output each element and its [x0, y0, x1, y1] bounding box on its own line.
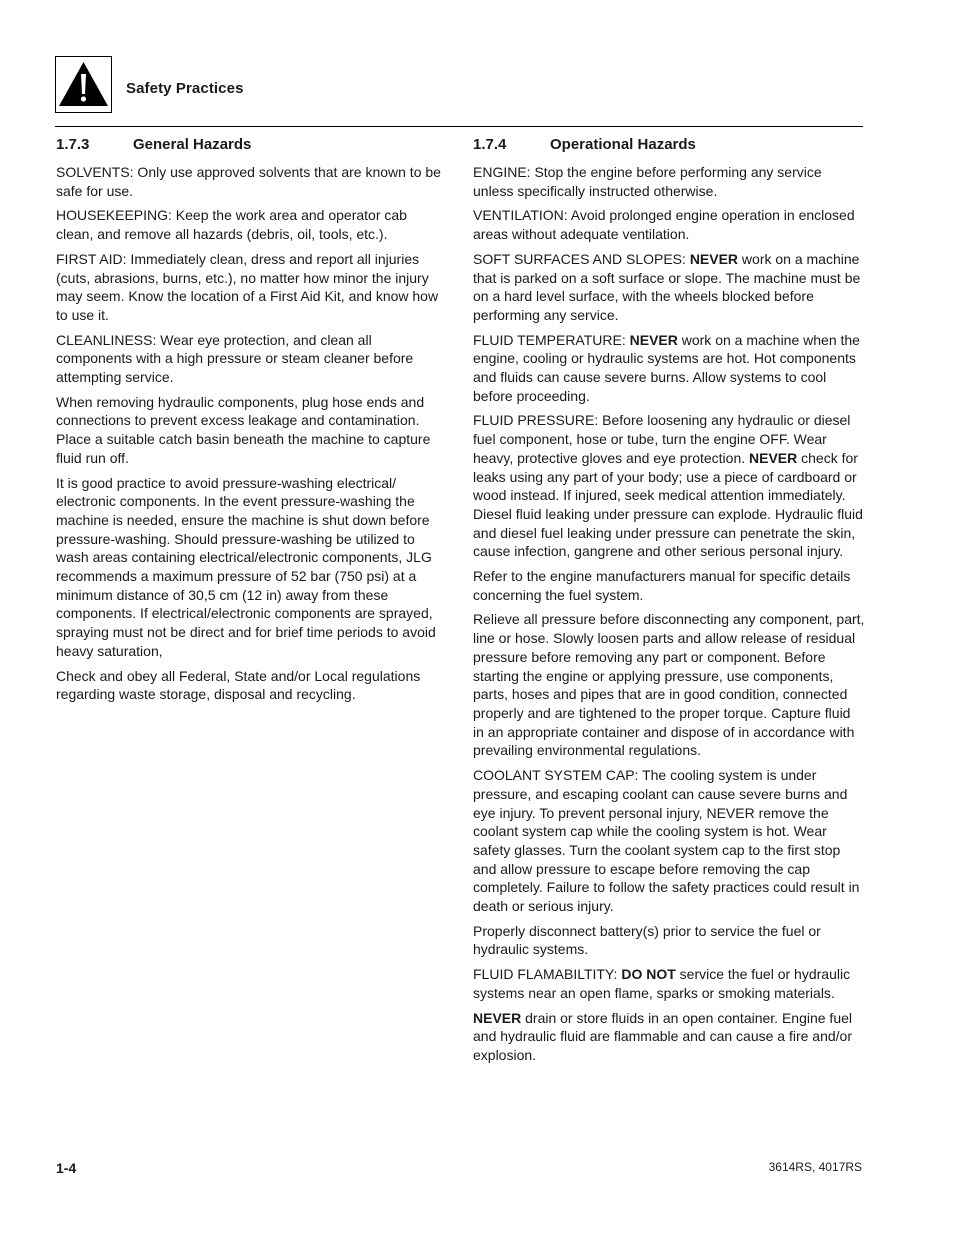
text-run: work on a machine when the engine, cooling or hydraulic systems are hot. Hot components and fluids can cause severe burns. Allow systems to cool before proceeding. [473, 331, 860, 404]
text-run: drain or store fluids in an open container. Engine fuel and hydraulic fluid are flammable and can cause a fire and/or explosion. [473, 1009, 853, 1063]
paragraph-hydraulic-removal: When removing hydraulic components, plug hose ends and connections to prevent excess leakage and contamination. Place a suitable catch basin beneath the machine to capture fluid run off. [56, 393, 431, 466]
paragraph-engine: ENGINE: Stop the engine before performing any service unless specifically instructed otherwise. [473, 164, 822, 199]
text-run: FLUID TEMPERATURE: [473, 331, 630, 348]
emphasis: NEVER [749, 449, 798, 466]
paragraph-first-aid: FIRST AID: Immediately clean, dress and report all injuries (cuts, abrasions, burns, etc.), no matter how minor the injury may seem. Know the location of a First Aid Kit, and know how to use it. [56, 250, 439, 323]
paragraph-relieve-pressure: Relieve all pressure before disconnecting any component, part, line or hose. Slowly loosen parts and allow release of residual pressure before removing any part or component. Before starting the engine or applying pressure, use components, parts, hoses and pipes that are in good condition, connected properly and are tightened to the proper torque. Capture fluid in an appropriate container and dispose of in accordance with prevailing environmental regulations. [473, 611, 865, 759]
emphasis: NEVER [473, 1009, 522, 1026]
paragraph-ventilation: VENTILATION: Avoid prolonged engine operation in enclosed areas without adequate ventilation. [473, 207, 855, 243]
text-run: FLUID PRESSURE: Before loosening any hydraulic or diesel fuel component, hose or tube, turn the engine OFF. Wear heavy, protective gloves and eye protection. [473, 412, 851, 466]
section-title: Operational Hazards [550, 136, 696, 153]
section-number: 1.7.3 [56, 136, 90, 153]
emphasis: NEVER [689, 250, 739, 267]
paragraph-fluid-pressure [473, 411, 865, 561]
section-heading-operational-hazards [473, 135, 865, 155]
header-divider [55, 126, 863, 127]
paragraph-solvents: SOLVENTS: Only use approved solvents that are known to be safe for use. [56, 164, 441, 199]
left-column [56, 135, 446, 710]
text-run: work on a machine that is parked on a soft surface or slope. The machine must be on a hard level surface, with the wheels blocked before performing any service. [473, 250, 861, 323]
section-number: 1.7.4 [473, 136, 507, 153]
text-run: SOFT SURFACES AND SLOPES: [473, 250, 690, 267]
paragraph-fluid-temperature [473, 331, 865, 406]
paragraph-housekeeping: HOUSEKEEPING: Keep the work area and operator cab clean, and remove all hazards (debris, oil, tools, etc.). [56, 207, 407, 243]
page-header-title: Safety Practices [126, 80, 244, 97]
text-run: FLUID FLAMABILTITY: [473, 966, 622, 983]
right-column [473, 135, 865, 1071]
section-title: General Hazards [133, 136, 252, 153]
paragraph-cleanliness: CLEANLINESS: Wear eye protection, and clean all components with a high pressure or steam cleaner before attempting service. [56, 331, 414, 386]
emphasis: NEVER [629, 331, 678, 348]
paragraph-open-container [473, 1009, 865, 1065]
model-number: 3614RS, 4017RS [768, 1160, 862, 1174]
page-number: 1-4 [56, 1160, 77, 1176]
warning-triangle-icon [55, 56, 112, 113]
text-run: check for leaks using any part of your body; use a piece of cardboard or wood instead. If injured, seek medical attention immediately. Diesel fluid leaking under pressure can explode. Hydraulic fluid and diesel fuel leaking under pressure can penetrate the skin, cause infection, gangrene and other serious personal injury. [473, 449, 863, 560]
paragraph-pressure-washing: It is good practice to avoid pressure-washing electrical/ electronic components. In the event pressure-washing the machine is needed, ensure the machine is shut down before pressure-washing. Should pressure-washing be utilized to wash areas containing electrical/electronic components, JLG recommends a maximum pressure of 52 bar (750 psi) at a minimum distance of 30,5 cm (12 in) away from these components. If electrical/electronic components are sprayed, spraying must not be direct and for brief time periods to avoid heavy saturation, [56, 474, 436, 659]
text-run: service the fuel or hydraulic systems near an open flame, sparks or smoking materials. [473, 966, 851, 1001]
paragraph-regulations: Check and obey all Federal, State and/or Local regulations regarding waste storage, disposal and recycling. [56, 667, 421, 703]
paragraph-engine-manual: Refer to the engine manufacturers manual for specific details concerning the fuel system. [473, 568, 851, 603]
paragraph-fluid-flammability [473, 965, 865, 1002]
paragraph-soft-surfaces [473, 250, 865, 325]
emphasis: DO NOT [621, 966, 676, 983]
section-heading-general-hazards [56, 135, 446, 155]
paragraph-battery: Properly disconnect battery(s) prior to service the fuel or hydraulic systems. [473, 922, 821, 958]
paragraph-coolant-cap: COOLANT SYSTEM CAP: The cooling system is under pressure, and escaping coolant can cause severe burns and eye injury. To prevent personal injury, NEVER remove the coolant system cap while the cooling system is hot. Wear safety glasses. Turn the coolant system cap to the first stop and allow pressure to escape before removing the cap completely. Failure to follow the safety practices could result in death or serious injury. [473, 767, 860, 915]
